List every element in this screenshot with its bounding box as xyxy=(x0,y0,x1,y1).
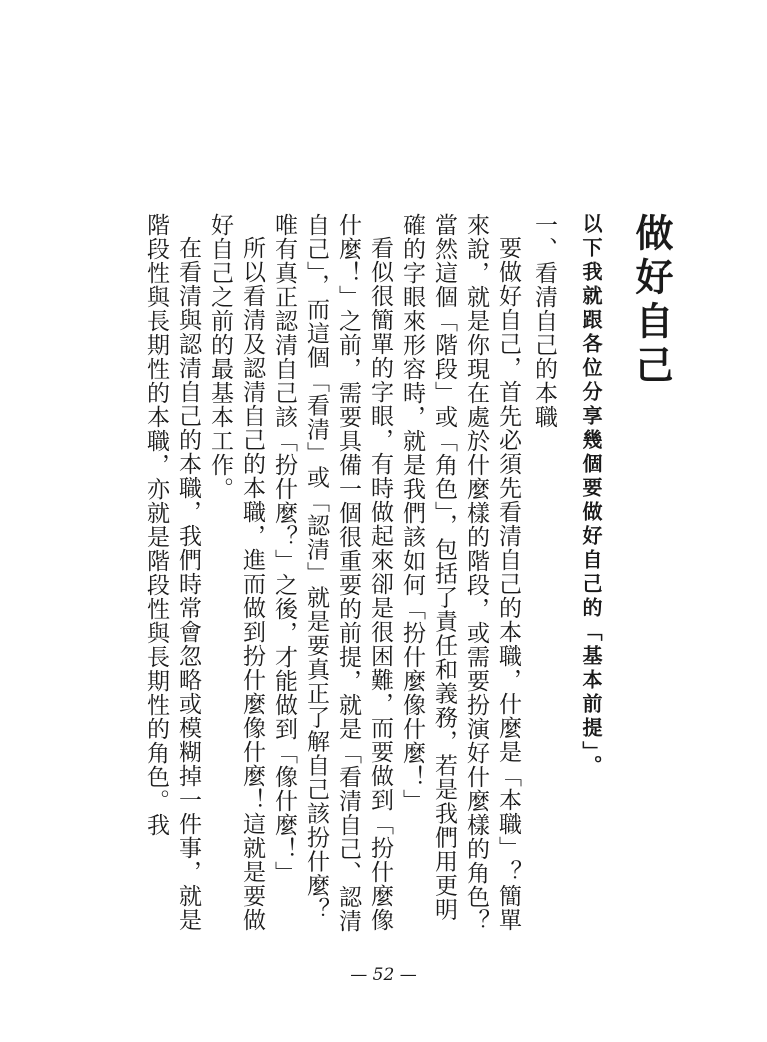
chapter-title: 做好自己 xyxy=(629,213,673,389)
page-number: — 52 — xyxy=(350,965,417,985)
vertical-text-block xyxy=(140,213,672,933)
paragraph-4: 在看清與認清自己的本職，我們時常會忽略或模糊掉一件事，就是階段性與長期性的本職，亦就是階段性與長期性的角色。我 xyxy=(143,213,201,932)
paragraph-1: 要做好自己，首先必須先看清自己的本職，什麼是「本職」？簡單來說，就是你現在處於什麼樣的階段，或需要扮演好什麼樣的角色？當然這個「階段」或「角色」，包括了責任和義務，若是我們用更明確的字眼來形容時，就是我們該如何「扮什麼像什麼！」 xyxy=(399,213,521,933)
paragraph-2: 看似很簡單的字眼，有時做起來卻是很困難，而要做到「扮什麼像什麼！」之前，需要具備一個很重要的前提，就是「看清自己、認清自己」，而這個「看清」或「認清」就是要真正了解自己該扮什麼？唯有真正認清自己該「扮什麼？」之後，才能做到「像什麼！」 xyxy=(271,213,393,933)
paragraph-3: 所以看清及認清自己的本職，進而做到扮什麼像什麼！這就是要做好自己之前的最基本工作。 xyxy=(207,213,265,932)
section-heading: 一、看清自己的本職 xyxy=(531,213,557,429)
intro-line: 以下我就跟各位分享幾個要做好自己的「基本前提」。 xyxy=(579,213,603,779)
